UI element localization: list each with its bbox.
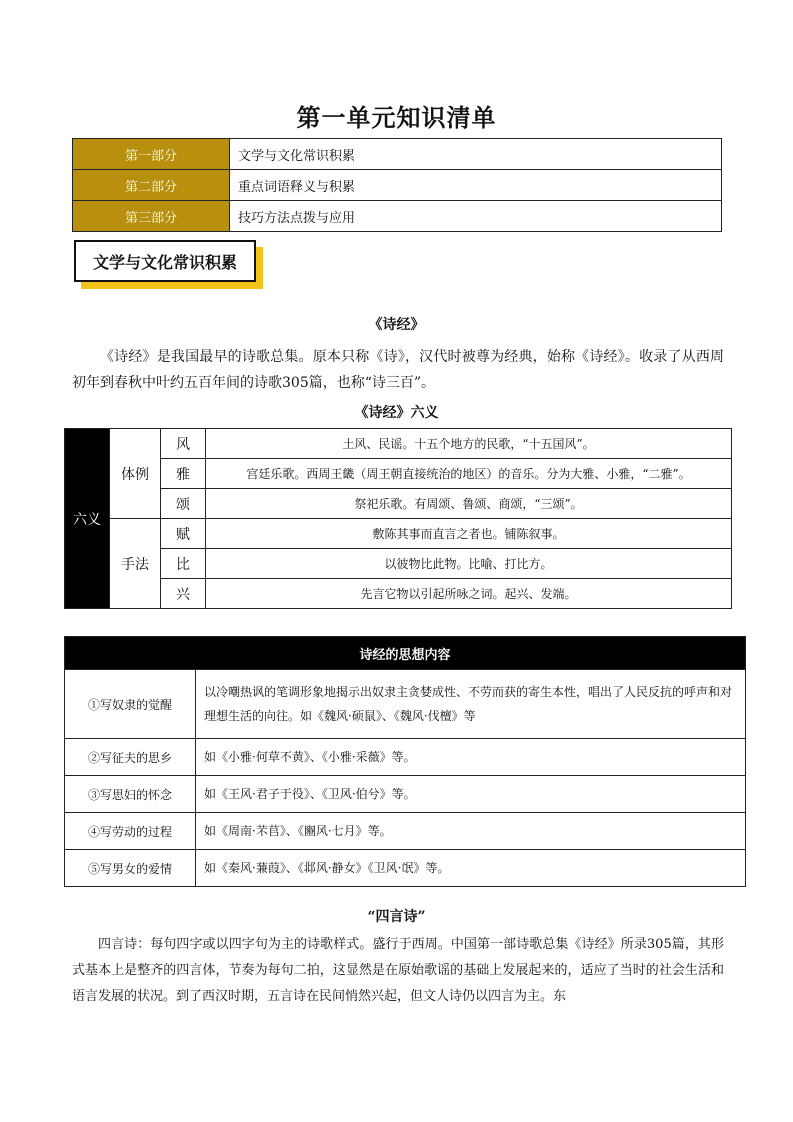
liuyi-char: 颂 bbox=[161, 489, 206, 519]
toc-table bbox=[72, 138, 722, 232]
thought-table bbox=[64, 636, 746, 887]
siyan-heading: “四言诗” bbox=[367, 909, 426, 925]
toc-part-label: 第二部分 bbox=[73, 170, 230, 201]
toc-row bbox=[73, 139, 722, 170]
thought-desc: 如《王风·君子于役》、《卫风·伯兮》等。 bbox=[196, 776, 746, 813]
thought-label: ②写征夫的思乡 bbox=[65, 739, 196, 776]
table-row bbox=[65, 519, 732, 549]
liuyi-heading: 《诗经》六义 bbox=[354, 405, 439, 421]
liuyi-desc: 以彼物比此物。比喻、打比方。 bbox=[206, 549, 732, 579]
thought-heading: 诗经的思想内容 bbox=[65, 637, 746, 670]
liuyi-char: 雅 bbox=[161, 459, 206, 489]
thought-desc: 以冷嘲热讽的笔调形象地揭示出奴隶主贪婪成性、不劳而获的寄生本性，唱出了人民反抗的呼声和对理想生活的向往。如《魏风·硕鼠》、《魏风·伐檀》等 bbox=[196, 670, 746, 739]
table-row bbox=[65, 429, 732, 459]
toc-part-label: 第三部分 bbox=[73, 201, 230, 232]
shijing-intro: 《诗经》是我国最早的诗歌总集。原本只称《诗》，汉代时被尊为经典，始称《诗经》。收录了从西周初年到春秋中叶约五百年间的诗歌305篇，也称“诗三百”。 bbox=[72, 349, 724, 391]
toc-part-title: 重点词语释义与积累 bbox=[230, 170, 722, 201]
liuyi-desc: 先言它物以引起所咏之词。起兴、发端。 bbox=[206, 579, 732, 609]
toc-row bbox=[73, 170, 722, 201]
thought-desc: 如《周南·芣苢》、《豳风·七月》等。 bbox=[196, 813, 746, 850]
toc-part-title: 文学与文化常识积累 bbox=[230, 139, 722, 170]
thought-desc: 如《小雅·何草不黄》、《小雅·采薇》等。 bbox=[196, 739, 746, 776]
toc-row bbox=[73, 201, 722, 232]
toc-part-title: 技巧方法点拨与应用 bbox=[230, 201, 722, 232]
liuyi-desc: 敷陈其事而直言之者也。铺陈叙事。 bbox=[206, 519, 732, 549]
liuyi-group-shoufa: 手法 bbox=[110, 519, 161, 609]
thought-label: ⑤写男女的爱情 bbox=[65, 850, 196, 887]
liuyi-desc: 祭祀乐歌。有周颂、鲁颂、商颂，“三颂”。 bbox=[206, 489, 732, 519]
thought-label: ④写劳动的过程 bbox=[65, 813, 196, 850]
table-row bbox=[65, 579, 732, 609]
table-row bbox=[65, 489, 732, 519]
section-banner: 文学与文化常识积累 bbox=[74, 240, 256, 282]
table-row bbox=[65, 739, 746, 776]
liuyi-table bbox=[64, 428, 732, 609]
liuyi-char: 赋 bbox=[161, 519, 206, 549]
liuyi-label: 六义 bbox=[65, 429, 110, 609]
page-title: 第一单元知识清单 bbox=[296, 103, 497, 132]
liuyi-desc: 土风、民谣。十五个地方的民歌，“十五国风”。 bbox=[206, 429, 732, 459]
table-row bbox=[65, 670, 746, 739]
thought-label: ①写奴隶的觉醒 bbox=[65, 670, 196, 739]
liuyi-char: 比 bbox=[161, 549, 206, 579]
table-row bbox=[65, 776, 746, 813]
table-row bbox=[65, 549, 732, 579]
liuyi-desc: 宫廷乐歌。西周王畿（周王朝直接统治的地区）的音乐。分为大雅、小雅，“二雅”。 bbox=[206, 459, 732, 489]
thought-desc: 如《秦风·蒹葭》、《邶风·静女》《卫风·氓》等。 bbox=[196, 850, 746, 887]
siyan-text: 四言诗：每句四字或以四字句为主的诗歌样式。盛行于西周。中国第一部诗歌总集《诗经》所录305篇，其形式基本上是整齐的四言体，节奏为每句二拍，这显然是在原始歌谣的基础上发展起来的，适应了当时的社会生活和语言发展的状况。到了西汉时期，五言诗在民间悄然兴起，但文人诗仍以四言为主。东 bbox=[72, 937, 724, 1004]
liuyi-char: 风 bbox=[161, 429, 206, 459]
table-row bbox=[65, 813, 746, 850]
table-header-row bbox=[65, 637, 746, 670]
liuyi-group-tili: 体例 bbox=[110, 429, 161, 519]
table-row bbox=[65, 459, 732, 489]
shijing-heading: 《诗经》 bbox=[368, 317, 425, 333]
liuyi-char: 兴 bbox=[161, 579, 206, 609]
toc-part-label: 第一部分 bbox=[73, 139, 230, 170]
table-row bbox=[65, 850, 746, 887]
thought-label: ③写思妇的怀念 bbox=[65, 776, 196, 813]
